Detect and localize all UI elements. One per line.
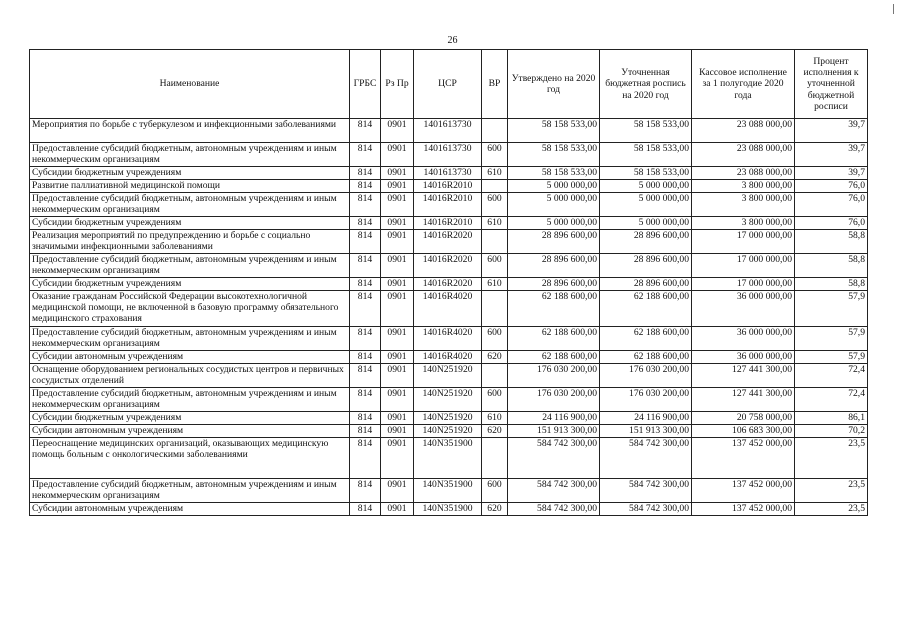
cell-approved: 58 158 533,00 [508, 119, 600, 143]
cell-approved: 584 742 300,00 [508, 479, 600, 503]
cell-name: Предоставление субсидий бюджетным, автономным учреждениям и иным некоммерческим организациям [30, 479, 350, 503]
cell-vr: 620 [482, 425, 508, 438]
cell-cash: 17 000 000,00 [692, 278, 795, 291]
cell-cash: 17 000 000,00 [692, 230, 795, 254]
cell-csr: 140N251920 [414, 388, 482, 412]
header-refined: Уточненная бюджетная роспись на 2020 год [600, 50, 692, 119]
cell-approved: 151 913 300,00 [508, 425, 600, 438]
cell-refined: 62 188 600,00 [600, 351, 692, 364]
cell-cash: 20 758 000,00 [692, 412, 795, 425]
cell-percent: 57,9 [795, 351, 868, 364]
cell-grbs: 814 [350, 291, 381, 327]
table-row [30, 167, 868, 180]
cell-rzpr: 0901 [381, 438, 414, 479]
cell-rzpr: 0901 [381, 193, 414, 217]
cell-vr [482, 119, 508, 143]
table-row [30, 503, 868, 516]
cell-csr: 14016R2010 [414, 193, 482, 217]
table-row [30, 119, 868, 143]
cell-name: Субсидии автономным учреждениям [30, 351, 350, 364]
cell-cash: 3 800 000,00 [692, 217, 795, 230]
cell-refined: 24 116 900,00 [600, 412, 692, 425]
cell-csr: 14016R2010 [414, 217, 482, 230]
cell-vr: 600 [482, 143, 508, 167]
cell-approved: 584 742 300,00 [508, 438, 600, 479]
table-row [30, 254, 868, 278]
cell-refined: 151 913 300,00 [600, 425, 692, 438]
cell-grbs: 814 [350, 388, 381, 412]
cell-cash: 23 088 000,00 [692, 143, 795, 167]
header-percent: Процент исполнения к уточненной бюджетной росписи [795, 50, 868, 119]
cell-percent: 39,7 [795, 167, 868, 180]
table-row [30, 412, 868, 425]
cell-vr [482, 291, 508, 327]
cell-cash: 36 000 000,00 [692, 327, 795, 351]
cell-cash: 127 441 300,00 [692, 388, 795, 412]
cell-grbs: 814 [350, 254, 381, 278]
cell-refined: 5 000 000,00 [600, 193, 692, 217]
cell-vr: 600 [482, 193, 508, 217]
table-row [30, 438, 868, 479]
table-row [30, 217, 868, 230]
cell-name: Оснащение оборудованием региональных сосудистых центров и первичных сосудистых отделений [30, 364, 350, 388]
cell-cash: 23 088 000,00 [692, 119, 795, 143]
cell-cash: 3 800 000,00 [692, 193, 795, 217]
cell-cash: 17 000 000,00 [692, 254, 795, 278]
cell-refined: 28 896 600,00 [600, 254, 692, 278]
table-row [30, 278, 868, 291]
table-row [30, 230, 868, 254]
cell-refined: 58 158 533,00 [600, 143, 692, 167]
cell-refined: 28 896 600,00 [600, 230, 692, 254]
cell-rzpr: 0901 [381, 388, 414, 412]
cell-cash: 137 452 000,00 [692, 503, 795, 516]
cell-vr: 600 [482, 254, 508, 278]
page-number: 26 [447, 35, 458, 46]
cell-name: Субсидии бюджетным учреждениям [30, 278, 350, 291]
cell-percent: 86,1 [795, 412, 868, 425]
table-row [30, 479, 868, 503]
table-row [30, 180, 868, 193]
header-grbs: ГРБС [350, 50, 381, 119]
cell-name: Предоставление субсидий бюджетным, автономным учреждениям и иным некоммерческим организациям [30, 143, 350, 167]
cell-rzpr: 0901 [381, 412, 414, 425]
cell-vr: 600 [482, 479, 508, 503]
cell-approved: 28 896 600,00 [508, 254, 600, 278]
cell-vr: 600 [482, 327, 508, 351]
cell-name: Субсидии бюджетным учреждениям [30, 167, 350, 180]
cell-approved: 58 158 533,00 [508, 143, 600, 167]
cell-refined: 584 742 300,00 [600, 479, 692, 503]
header-approved: Утверждено на 2020 год [508, 50, 600, 119]
cell-refined: 58 158 533,00 [600, 167, 692, 180]
cell-cash: 36 000 000,00 [692, 351, 795, 364]
cell-approved: 62 188 600,00 [508, 351, 600, 364]
cell-grbs: 814 [350, 503, 381, 516]
cell-csr: 140N351900 [414, 503, 482, 516]
cell-name: Предоставление субсидий бюджетным, автономным учреждениям и иным некоммерческим организациям [30, 254, 350, 278]
cell-grbs: 814 [350, 425, 381, 438]
cell-name: Реализация мероприятий по предупреждению и борьбе с социально значимыми инфекционными заболеваниями [30, 230, 350, 254]
cell-rzpr: 0901 [381, 364, 414, 388]
cell-csr: 1401613730 [414, 167, 482, 180]
cell-approved: 5 000 000,00 [508, 217, 600, 230]
table-row [30, 327, 868, 351]
cell-name: Переоснащение медицинских организаций, оказывающих медицинскую помощь больным с онкологическими заболеваниями [30, 438, 350, 479]
table-row [30, 364, 868, 388]
cell-refined: 62 188 600,00 [600, 291, 692, 327]
header-name: Наименование [30, 50, 350, 119]
cell-refined: 176 030 200,00 [600, 388, 692, 412]
cell-vr: 610 [482, 217, 508, 230]
cell-rzpr: 0901 [381, 503, 414, 516]
cell-rzpr: 0901 [381, 291, 414, 327]
cell-grbs: 814 [350, 167, 381, 180]
cell-grbs: 814 [350, 217, 381, 230]
cell-approved: 62 188 600,00 [508, 291, 600, 327]
cell-vr: 610 [482, 412, 508, 425]
header-cash: Кассовое исполнение за 1 полугодие 2020 года [692, 50, 795, 119]
cell-rzpr: 0901 [381, 351, 414, 364]
cell-cash: 137 452 000,00 [692, 438, 795, 479]
cell-percent: 23,5 [795, 438, 868, 479]
cell-refined: 176 030 200,00 [600, 364, 692, 388]
cell-approved: 62 188 600,00 [508, 327, 600, 351]
cell-percent: 58,8 [795, 278, 868, 291]
cell-csr: 14016R2020 [414, 230, 482, 254]
cell-cash: 127 441 300,00 [692, 364, 795, 388]
table-row [30, 388, 868, 412]
cell-cash: 3 800 000,00 [692, 180, 795, 193]
cell-refined: 5 000 000,00 [600, 217, 692, 230]
cell-percent: 72,4 [795, 364, 868, 388]
cell-approved: 176 030 200,00 [508, 388, 600, 412]
cell-rzpr: 0901 [381, 217, 414, 230]
cell-csr: 1401613730 [414, 143, 482, 167]
cell-name: Субсидии бюджетным учреждениям [30, 217, 350, 230]
cell-approved: 5 000 000,00 [508, 180, 600, 193]
cell-vr: 610 [482, 278, 508, 291]
margin-mark [893, 4, 894, 14]
cell-csr: 14016R4020 [414, 291, 482, 327]
budget-table [29, 49, 868, 516]
cell-csr: 140N251920 [414, 364, 482, 388]
cell-cash: 36 000 000,00 [692, 291, 795, 327]
cell-grbs: 814 [350, 193, 381, 217]
cell-percent: 57,9 [795, 291, 868, 327]
cell-grbs: 814 [350, 278, 381, 291]
cell-cash: 137 452 000,00 [692, 479, 795, 503]
cell-percent: 58,8 [795, 254, 868, 278]
cell-name: Оказание гражданам Российской Федерации высокотехнологичной медицинской помощи, не включенной в базовую программу обязательного медицинского страхования [30, 291, 350, 327]
cell-vr [482, 438, 508, 479]
cell-percent: 58,8 [795, 230, 868, 254]
cell-refined: 584 742 300,00 [600, 438, 692, 479]
cell-percent: 39,7 [795, 143, 868, 167]
cell-grbs: 814 [350, 230, 381, 254]
cell-grbs: 814 [350, 143, 381, 167]
cell-percent: 70,2 [795, 425, 868, 438]
cell-grbs: 814 [350, 479, 381, 503]
cell-rzpr: 0901 [381, 143, 414, 167]
cell-rzpr: 0901 [381, 425, 414, 438]
cell-rzpr: 0901 [381, 278, 414, 291]
cell-rzpr: 0901 [381, 230, 414, 254]
cell-percent: 57,9 [795, 327, 868, 351]
cell-approved: 28 896 600,00 [508, 230, 600, 254]
cell-csr: 140N251920 [414, 425, 482, 438]
cell-vr: 620 [482, 351, 508, 364]
cell-vr: 620 [482, 503, 508, 516]
cell-grbs: 814 [350, 412, 381, 425]
cell-rzpr: 0901 [381, 119, 414, 143]
table-row [30, 143, 868, 167]
cell-grbs: 814 [350, 438, 381, 479]
header-vr: ВР [482, 50, 508, 119]
cell-cash: 23 088 000,00 [692, 167, 795, 180]
cell-cash: 106 683 300,00 [692, 425, 795, 438]
cell-rzpr: 0901 [381, 479, 414, 503]
table-row [30, 351, 868, 364]
cell-grbs: 814 [350, 364, 381, 388]
cell-percent: 39,7 [795, 119, 868, 143]
cell-vr [482, 180, 508, 193]
cell-name: Предоставление субсидий бюджетным, автономным учреждениям и иным некоммерческим организациям [30, 388, 350, 412]
cell-grbs: 814 [350, 327, 381, 351]
cell-csr: 14016R2020 [414, 278, 482, 291]
table-row [30, 425, 868, 438]
cell-rzpr: 0901 [381, 180, 414, 193]
cell-approved: 24 116 900,00 [508, 412, 600, 425]
cell-refined: 28 896 600,00 [600, 278, 692, 291]
table-row [30, 193, 868, 217]
cell-percent: 76,0 [795, 193, 868, 217]
header-row [30, 50, 868, 119]
header-rzpr: Рз Пр [381, 50, 414, 119]
cell-grbs: 814 [350, 351, 381, 364]
cell-approved: 176 030 200,00 [508, 364, 600, 388]
cell-approved: 58 158 533,00 [508, 167, 600, 180]
cell-percent: 76,0 [795, 217, 868, 230]
cell-csr: 14016R4020 [414, 327, 482, 351]
cell-refined: 5 000 000,00 [600, 180, 692, 193]
cell-vr: 600 [482, 388, 508, 412]
table-row [30, 291, 868, 327]
cell-percent: 23,5 [795, 479, 868, 503]
cell-approved: 5 000 000,00 [508, 193, 600, 217]
cell-percent: 23,5 [795, 503, 868, 516]
cell-percent: 76,0 [795, 180, 868, 193]
cell-name: Субсидии бюджетным учреждениям [30, 412, 350, 425]
cell-name: Мероприятия по борьбе с туберкулезом и инфекционными заболеваниями [30, 119, 350, 143]
cell-name: Субсидии автономным учреждениям [30, 503, 350, 516]
cell-name: Субсидии автономным учреждениям [30, 425, 350, 438]
cell-grbs: 814 [350, 119, 381, 143]
cell-csr: 14016R4020 [414, 351, 482, 364]
cell-csr: 1401613730 [414, 119, 482, 143]
cell-refined: 58 158 533,00 [600, 119, 692, 143]
cell-vr [482, 364, 508, 388]
cell-vr [482, 230, 508, 254]
cell-csr: 140N351900 [414, 479, 482, 503]
cell-rzpr: 0901 [381, 254, 414, 278]
cell-rzpr: 0901 [381, 327, 414, 351]
cell-vr: 610 [482, 167, 508, 180]
cell-name: Предоставление субсидий бюджетным, автономным учреждениям и иным некоммерческим организациям [30, 193, 350, 217]
cell-csr: 14016R2020 [414, 254, 482, 278]
cell-approved: 584 742 300,00 [508, 503, 600, 516]
cell-refined: 62 188 600,00 [600, 327, 692, 351]
cell-approved: 28 896 600,00 [508, 278, 600, 291]
cell-percent: 72,4 [795, 388, 868, 412]
cell-csr: 140N251920 [414, 412, 482, 425]
cell-rzpr: 0901 [381, 167, 414, 180]
cell-refined: 584 742 300,00 [600, 503, 692, 516]
cell-grbs: 814 [350, 180, 381, 193]
cell-csr: 140N351900 [414, 438, 482, 479]
cell-name: Развитие паллиативной медицинской помощи [30, 180, 350, 193]
header-csr: ЦСР [414, 50, 482, 119]
cell-csr: 14016R2010 [414, 180, 482, 193]
cell-name: Предоставление субсидий бюджетным, автономным учреждениям и иным некоммерческим организациям [30, 327, 350, 351]
